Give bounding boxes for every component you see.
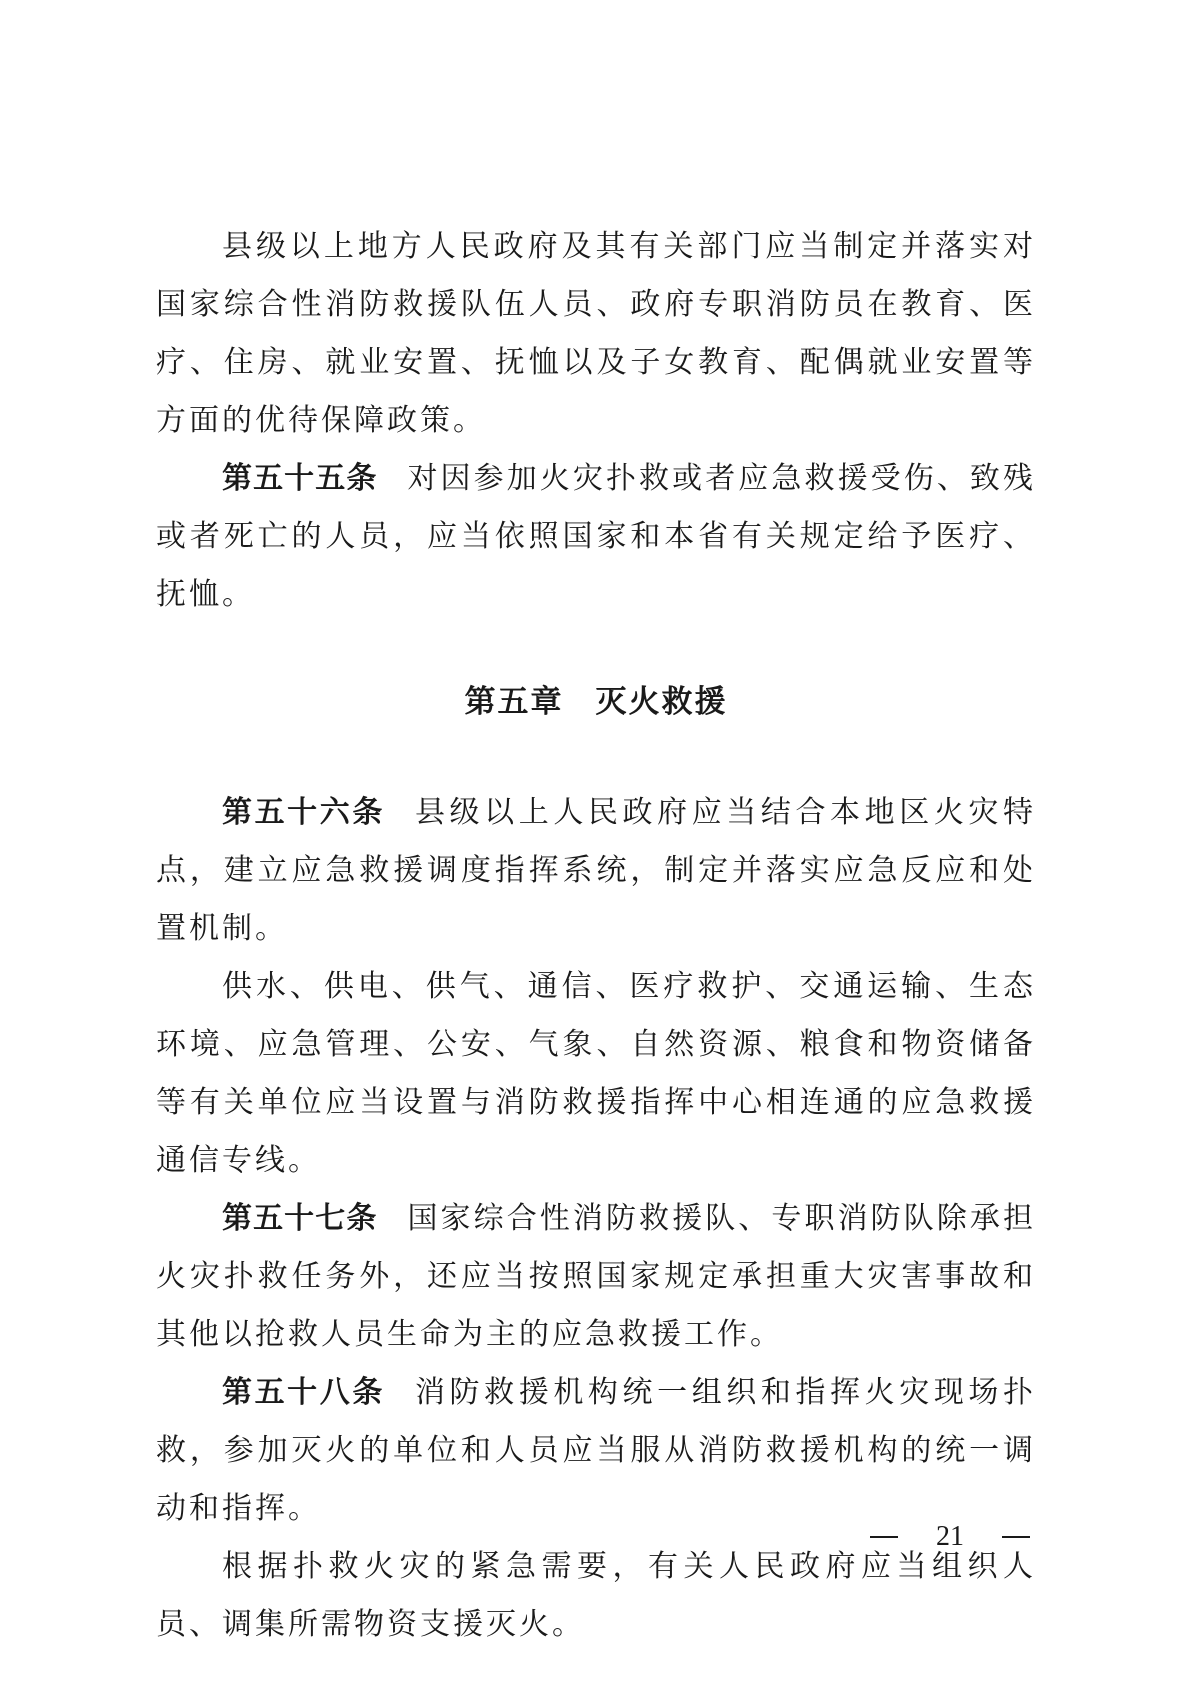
article-heading: 第五十六条: [222, 795, 385, 830]
article-text: 对因参加火灾扑救或者应急救援受伤、致残或者死亡的人员，应当依照国家和本省有关规定给予医疗、抚恤。: [156, 461, 1037, 612]
paragraph-text: 县级以上地方人民政府及其有关部门应当制定并落实对国家综合性消防救援队伍人员、政府专职消防员在教育、医疗、住房、就业安置、抚恤以及子女教育、配偶就业安置等方面的优待保障政策。: [156, 229, 1036, 438]
article-heading: 第五十八条: [222, 1375, 385, 1410]
dash-left: [870, 1536, 898, 1538]
paragraph: [156, 218, 1036, 450]
chapter-number: 第五章: [464, 684, 564, 720]
article-57: [156, 1190, 1036, 1364]
page-number-text: 21: [936, 1521, 964, 1552]
document-body: [156, 218, 1036, 1654]
chapter-title: 灭火救援: [595, 684, 728, 720]
paragraph-text: 供水、供电、供气、通信、医疗救护、交通运输、生态环境、应急管理、公安、气象、自然资源、粮食和物资储备等有关单位应当设置与消防救援指挥中心相连通的应急救援通信专线。: [156, 969, 1036, 1178]
article-heading: 第五十五条: [222, 461, 378, 496]
article-55: [156, 450, 1036, 624]
paragraph-text: 根据扑救火灾的紧急需要，有关人民政府应当组织人员、调集所需物资支援灭火。: [156, 1549, 1036, 1642]
article-text: 县级以上人民政府应当结合本地区火灾特点，建立应急救援调度指挥系统，制定并落实应急反应和处置机制。: [156, 795, 1037, 946]
chapter-heading: [156, 678, 1036, 726]
article-58: [156, 1364, 1036, 1538]
paragraph: [156, 958, 1036, 1190]
article-heading: 第五十七条: [222, 1201, 378, 1236]
dash-right: [1002, 1536, 1030, 1538]
article-text: 消防救援机构统一组织和指挥火灾现场扑救，参加灭火的单位和人员应当服从消防救援机构的统一调动和指挥。: [156, 1375, 1037, 1526]
article-text: 国家综合性消防救援队、专职消防队除承担火灾扑救任务外，还应当按照国家规定承担重大灾害事故和其他以抢救人员生命为主的应急救援工作。: [156, 1201, 1037, 1352]
article-56: [156, 784, 1036, 958]
page-number: [870, 1517, 1030, 1557]
